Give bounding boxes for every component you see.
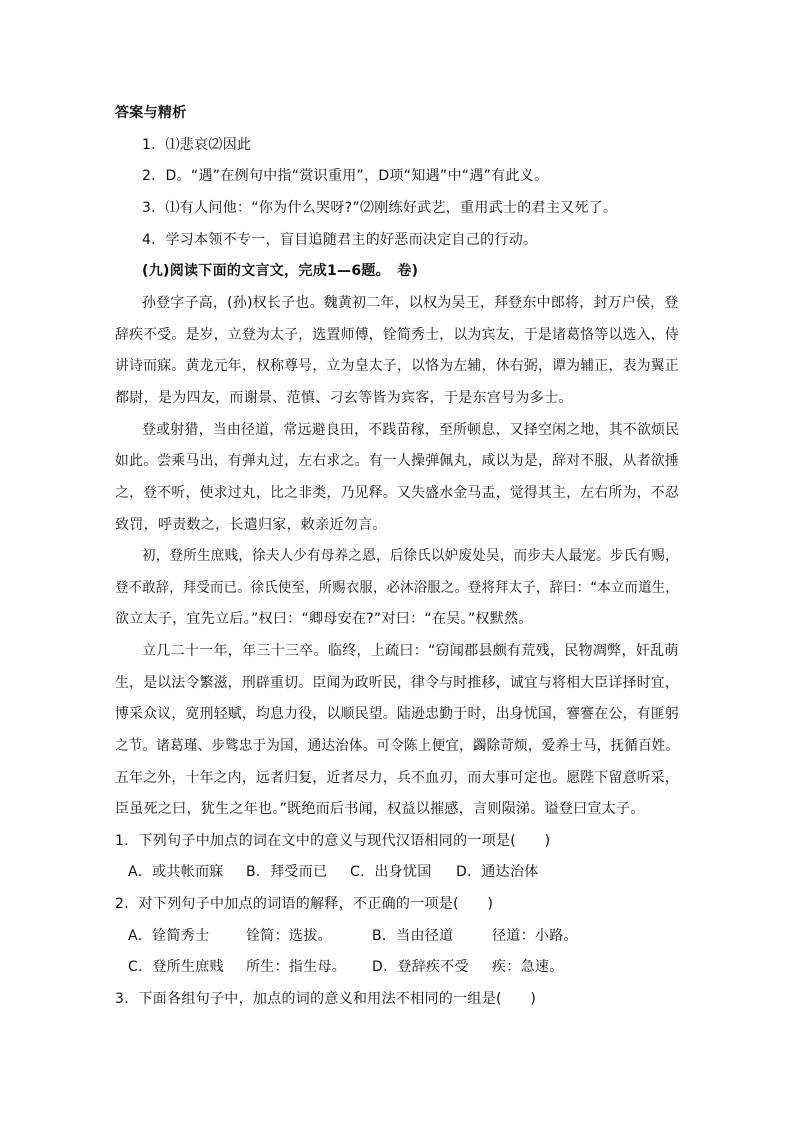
passage-line: 孙登字子高，(孙)权长子也。魏黄初二年，以权为吴王，拜登东中郎将，封万户侯，登 — [142, 295, 679, 311]
passage-line: 辞疾不受。是岁，立登为太子，选置师傅，铨简秀士，以为宾友，于是诸葛恪等以选入，侍 — [115, 327, 679, 343]
passage-line: 欲立太子，宜先立后。”权曰：“卿母安在?”对曰：“在吴。”权默然。 — [115, 611, 533, 627]
answer-3: 3．⑴有人问他：“你为什么哭呀?”⑵刚练好武艺，重用武士的君主又死了。 — [142, 200, 618, 216]
passage-line: 讲诗而寐。黄龙元年，权称尊号，立为皇太子，以恪为左辅，休右弼，谭为辅正，表为翼正 — [115, 358, 679, 374]
question-2-option-d-gloss: 疾：急速。 — [492, 959, 564, 975]
section-title: (九)阅读下面的文言文，完成1—6题。 卷) — [142, 263, 419, 279]
passage-line: 登不敢辞，拜受而已。徐氏使至，所赐衣服，必沐浴服之。登将拜太子，辞曰：“本立而道生， — [115, 580, 679, 596]
passage-line: 立几二十一年，年三十三卒。临终，上疏曰：“窃闻郡县颇有荒残，民物凋弊，奸乱萌 — [142, 643, 679, 659]
passage-line: 之节。诸葛瑾、步骘忠于为国，通达治体。可令陈上便宜，蠲除苛烦，爱养士马，抚循百姓。 — [115, 738, 680, 754]
passage-line: 之，登不听，使求过丸，比之非类，乃见释。又失盛水金马盂，觉得其主，左右所为，不忍 — [115, 485, 679, 501]
passage-line: 登或射猎，当由径道，常远避良田，不践苗稼，至所顿息，又择空闲之地，其不欲烦民 — [142, 422, 680, 438]
question-2-option-a: A．铨简秀士 — [128, 928, 210, 944]
question-1-option-b: B．拜受而已 — [246, 864, 328, 880]
passage-line: 致罚，呼责数之，长遣归家，敕亲近勿言。 — [115, 517, 387, 533]
passage-line: 五年之外，十年之内，远者归复，近者尽力，兵不血刃，而大事可定也。愿陛下留意听采， — [115, 770, 679, 786]
passage-line: 生，是以法令繁滋，刑辟重切。臣闻为政听民，律令与时推移，诚宜与将相大臣详择时宜， — [115, 675, 679, 691]
question-2-option-b: B．当由径道 — [372, 928, 454, 944]
passage-line: 臣虽死之曰，犹生之年也。”既绝而后书闻，权益以摧感，言则陨涕。谥登曰宣太子。 — [115, 801, 645, 817]
question-2-option-b-gloss: 径道：小路。 — [492, 928, 578, 944]
answer-2: 2．D。“遇”在例句中指“赏识重用”，D项“知遇”中“遇”有此义。 — [142, 168, 549, 184]
passage-line: 都尉，是为四友，而谢景、范慎、刁玄等皆为宾客，于是东宫号为多士。 — [115, 390, 573, 406]
question-2-option-d: D．登辞疾不受 — [372, 959, 469, 975]
passage-line: 初，登所生庶贱，徐夫人少有母养之恩，后徐氏以妒废处吴，而步夫人最宠。步氏有赐， — [142, 548, 679, 564]
answer-1: 1．⑴悲哀⑵因此 — [142, 137, 252, 153]
question-2-stem: 2．对下列句子中加点的词语的解释，不正确的一项是( ) — [115, 896, 494, 912]
question-1-option-d: D．通达治体 — [456, 864, 539, 880]
answers-heading: 答案与精析 — [115, 105, 187, 121]
question-2-option-a-gloss: 铨简：选拔。 — [246, 928, 332, 944]
question-2-option-c: C．登所生庶贱 — [128, 959, 224, 975]
question-1-option-a: A．或共帐而寐 — [128, 864, 224, 880]
passage-line: 如此。尝乘马出，有弹丸过，左右求之。有一人操弹佩丸，咸以为是，辞对不服，从者欲捶 — [115, 453, 679, 469]
question-1-option-c: C．出身忧国 — [350, 864, 432, 880]
passage-line: 博采众议，宽刑轻赋，均息力役，以顺民望。陆逊忠勤于时，出身忧国，謇謇在公，有匪躬 — [115, 706, 679, 722]
question-2-option-c-gloss: 所生：指生母。 — [246, 959, 347, 975]
question-3-stem: 3．下面各组句子中，加点的词的意义和用法不相同的一组是( ) — [115, 991, 537, 1007]
question-1-stem: 1．下列句子中加点的词在文中的意义与现代汉语相同的一项是( ) — [115, 833, 551, 849]
answer-4: 4．学习本领不专一，盲目追随君主的好恶而决定自己的行动。 — [142, 232, 538, 248]
